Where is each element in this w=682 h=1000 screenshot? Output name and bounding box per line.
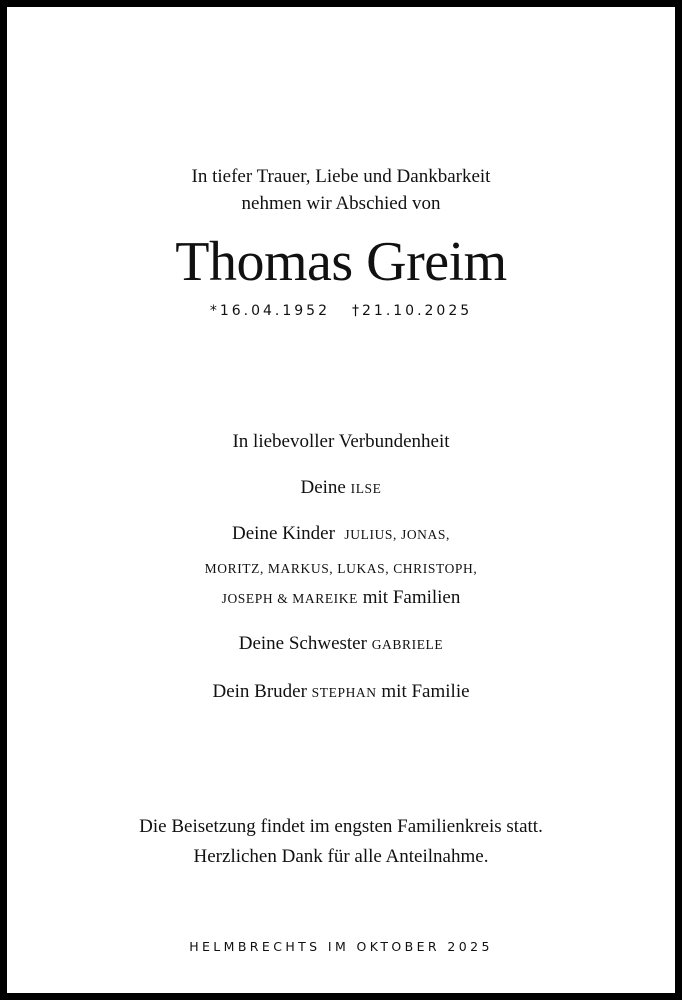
brother-suffix: mit Familie bbox=[381, 681, 470, 702]
death-date: †21.10.2025 bbox=[352, 303, 473, 319]
children-names-3: JOSEPH & MAREIKE bbox=[221, 591, 358, 606]
wife-name: ILSE bbox=[350, 481, 382, 496]
wife-prefix: Deine bbox=[300, 477, 346, 498]
thanks-note: Herzlichen Dank für alle Anteilnahme. bbox=[193, 846, 489, 867]
brother-name: STEPHAN bbox=[311, 685, 377, 700]
mourner-wife bbox=[7, 476, 675, 501]
deceased-name: Thomas Greim bbox=[175, 231, 507, 293]
children-prefix: Deine Kinder bbox=[232, 523, 335, 544]
burial-note: Die Beisetzung findet im engsten Familienkreis statt. bbox=[139, 816, 543, 837]
mourner-children-2 bbox=[7, 556, 675, 581]
children-names-2: MORITZ, MARKUS, LUKAS, CHRISTOPH, bbox=[204, 561, 478, 576]
sister-name: GABRIELE bbox=[371, 637, 444, 652]
mourners-opening: In liebevoller Verbundenheit bbox=[232, 431, 450, 452]
mourner-brother bbox=[7, 680, 675, 705]
intro-line-1: In tiefer Trauer, Liebe und Dankbarkeit bbox=[191, 166, 491, 187]
children-names-1: JULIUS, JONAS, bbox=[344, 527, 450, 542]
mourner-children-1 bbox=[7, 522, 675, 547]
children-suffix: mit Familien bbox=[362, 587, 461, 608]
mourner-sister bbox=[7, 632, 675, 657]
sister-prefix: Deine Schwester bbox=[238, 633, 367, 654]
brother-prefix: Dein Bruder bbox=[212, 681, 307, 702]
place-date: HELMBRECHTS IM OKTOBER 2025 bbox=[189, 939, 493, 954]
mourner-children-3 bbox=[7, 586, 675, 611]
birth-date: *16.04.1952 bbox=[209, 303, 330, 319]
life-dates bbox=[7, 299, 675, 323]
intro-line-2: nehmen wir Abschied von bbox=[241, 193, 441, 214]
